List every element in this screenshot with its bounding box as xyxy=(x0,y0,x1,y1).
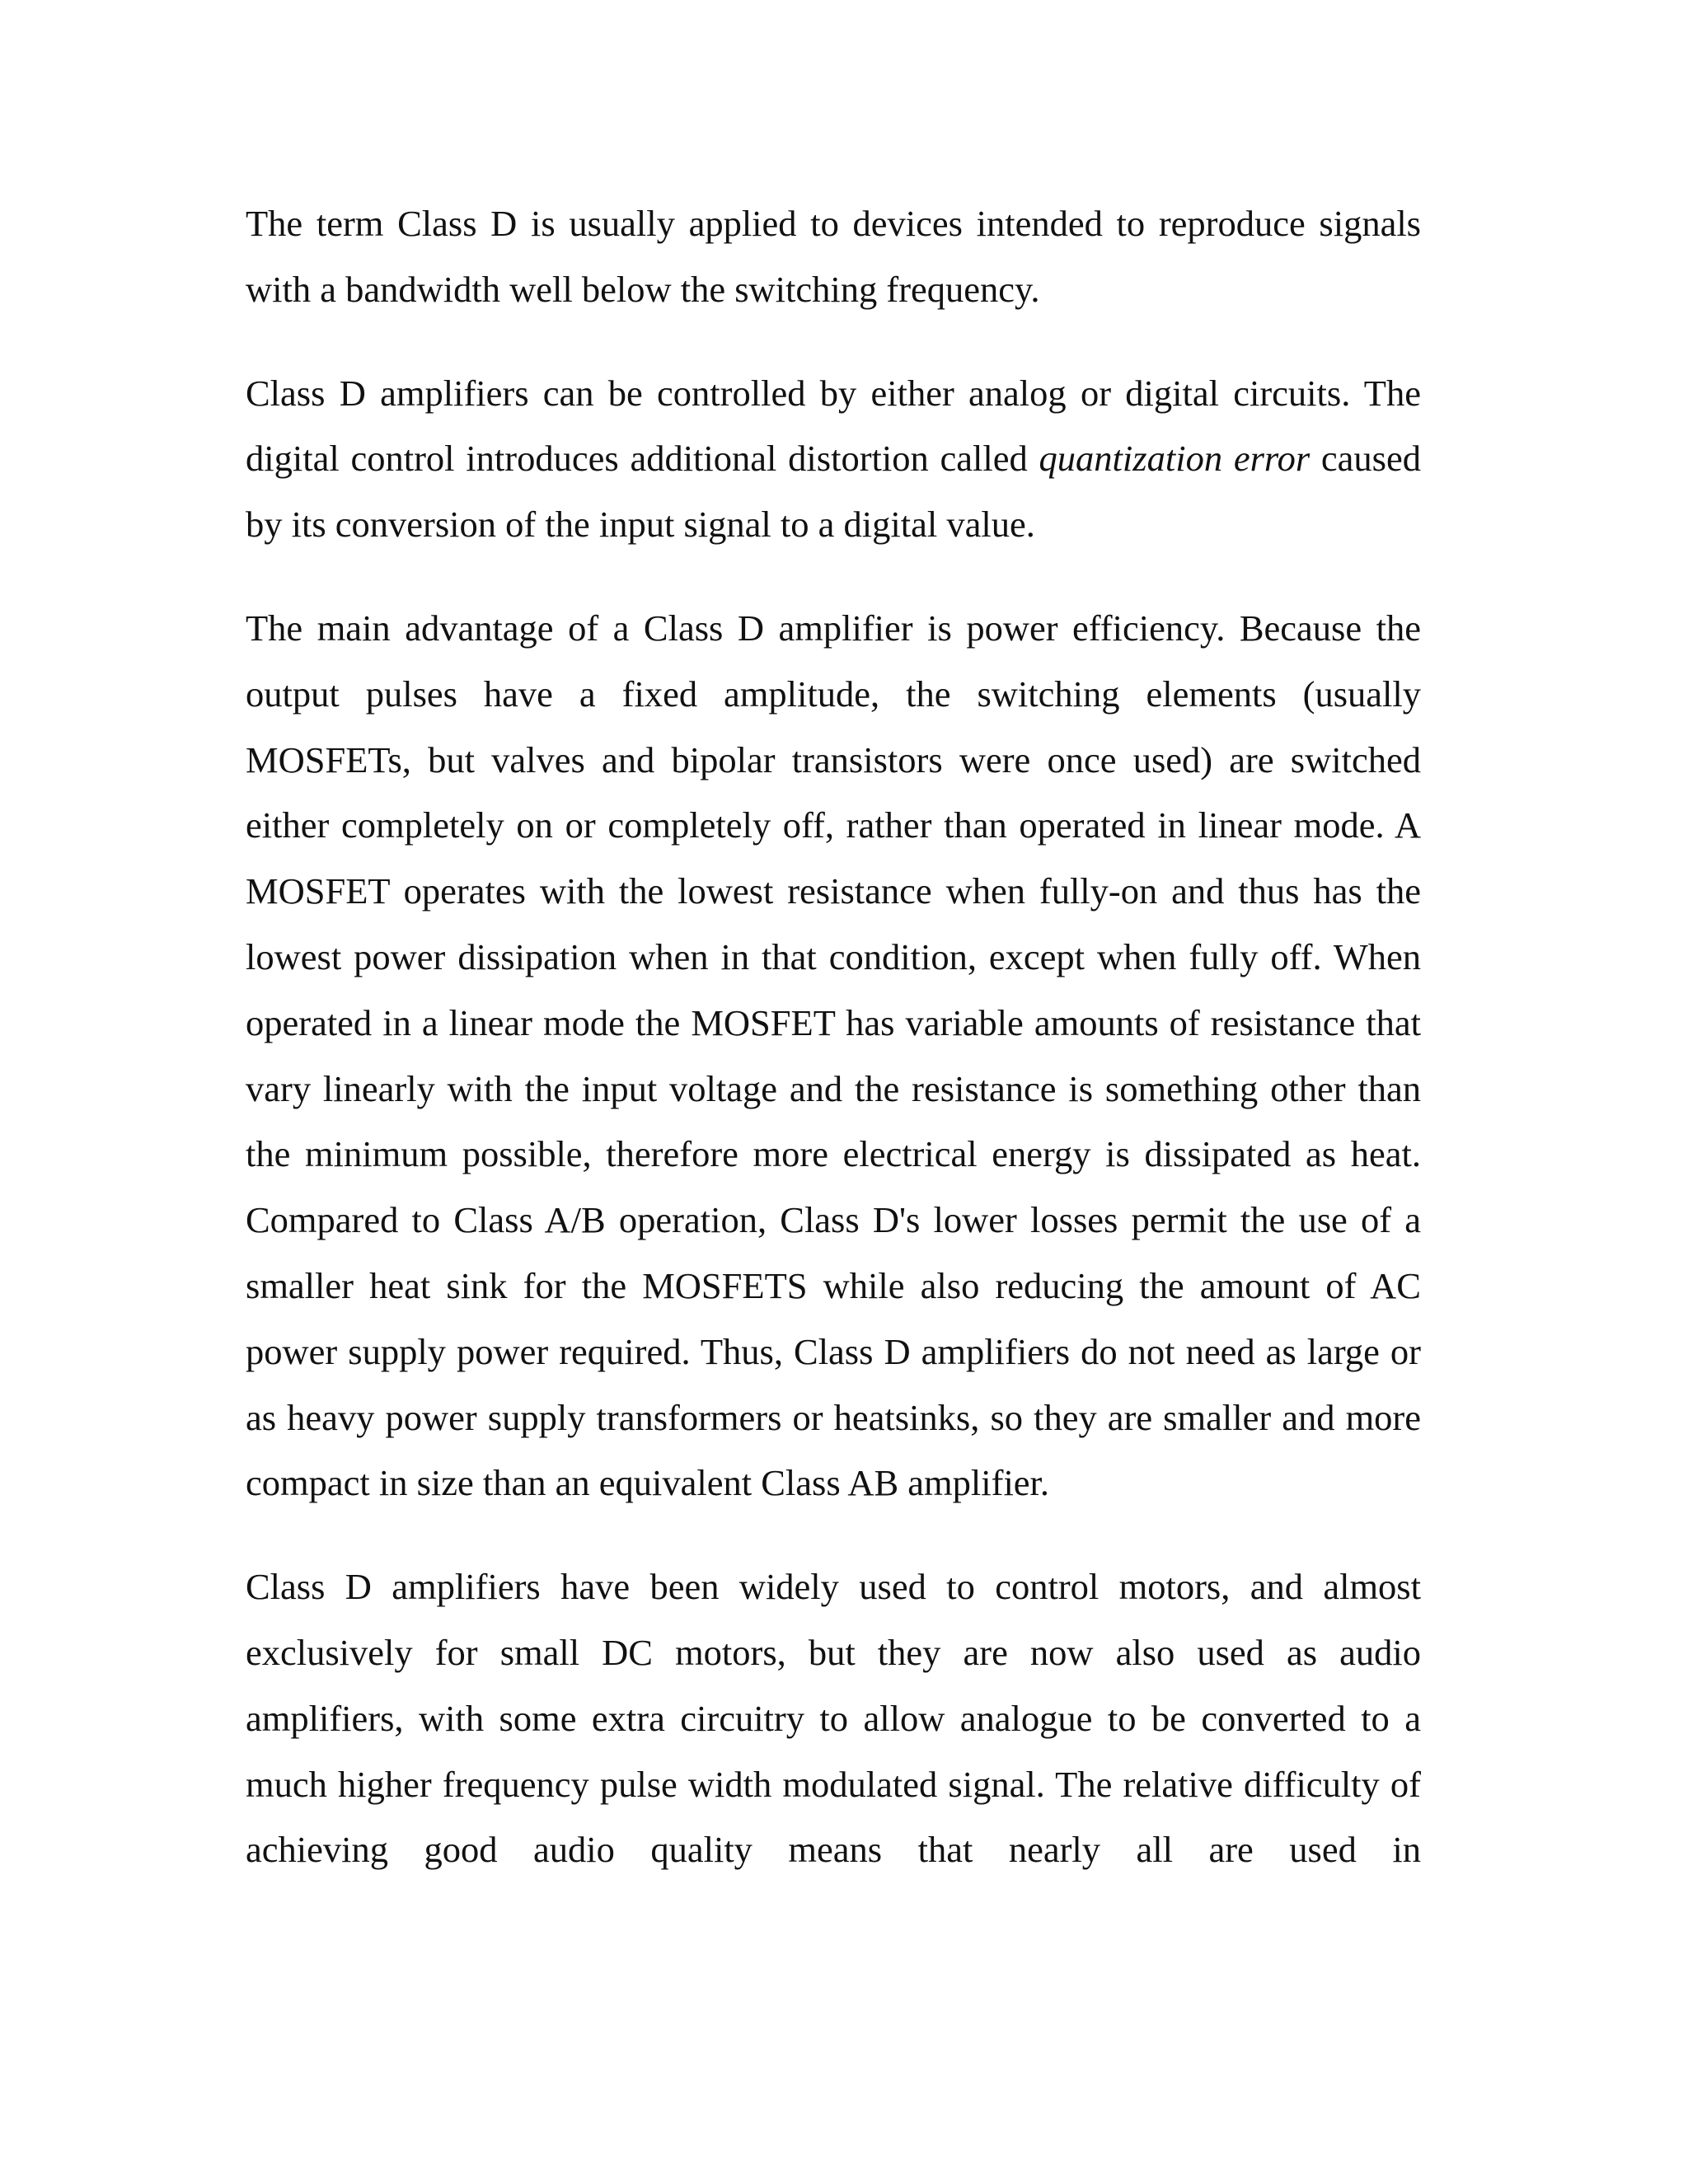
quantization-error-term: quantization error xyxy=(1039,438,1311,480)
paragraph-control-text-before: Class D amplifiers can be controlled by either analog or digital circuits. The digital control introduces additional distortion called xyxy=(246,372,1421,480)
paragraph-motor-control: Class D amplifiers have been widely used to control motors, and almost exclusively for small DC motors, but they are now also used as audio amplifiers, with some extra circuitry to allow analogue to be converted to a much higher frequency pulse width modulated signal. The relative difficulty of achieving good audio quality means that nearly all are used in xyxy=(246,1566,1421,1871)
paragraph-power-efficiency: The main advantage of a Class D amplifier is power efficiency. Because the output pulses have a fixed amplitude, the switching elements (usually MOSFETs, but valves and bipolar transistors were once used) are switched either completely on or completely off, rather than operated in linear mode. A MOSFET operates with the lowest resistance when fully-on and thus has the lowest power dissipation when in that condition, except when fully off. When operated in a linear mode the MOSFET has variable amounts of resistance that vary linearly with the input voltage and the resistance is something other than the minimum possible, therefore more electrical energy is dissipated as heat. Compared to Class A/B operation, Class D's lower losses permit the use of a smaller heat sink for the MOSFETS while also reducing the amount of AC power supply power required. Thus, Class D amplifiers do not need as large or as heavy power supply transformers or heatsinks, so they are smaller and more compact in size than an equivalent Class AB amplifier. xyxy=(246,607,1421,1504)
paragraph-control-text-after: caused by its conversion of the input signal to a digital value. xyxy=(246,438,1422,546)
body-text xyxy=(246,191,1421,1883)
paragraph-class-d-term: The term Class D is usually applied to devices intended to reproduce signals with a bandwidth well below the switching frequency. xyxy=(246,203,1421,310)
paragraph-control-circuits xyxy=(246,361,1421,558)
